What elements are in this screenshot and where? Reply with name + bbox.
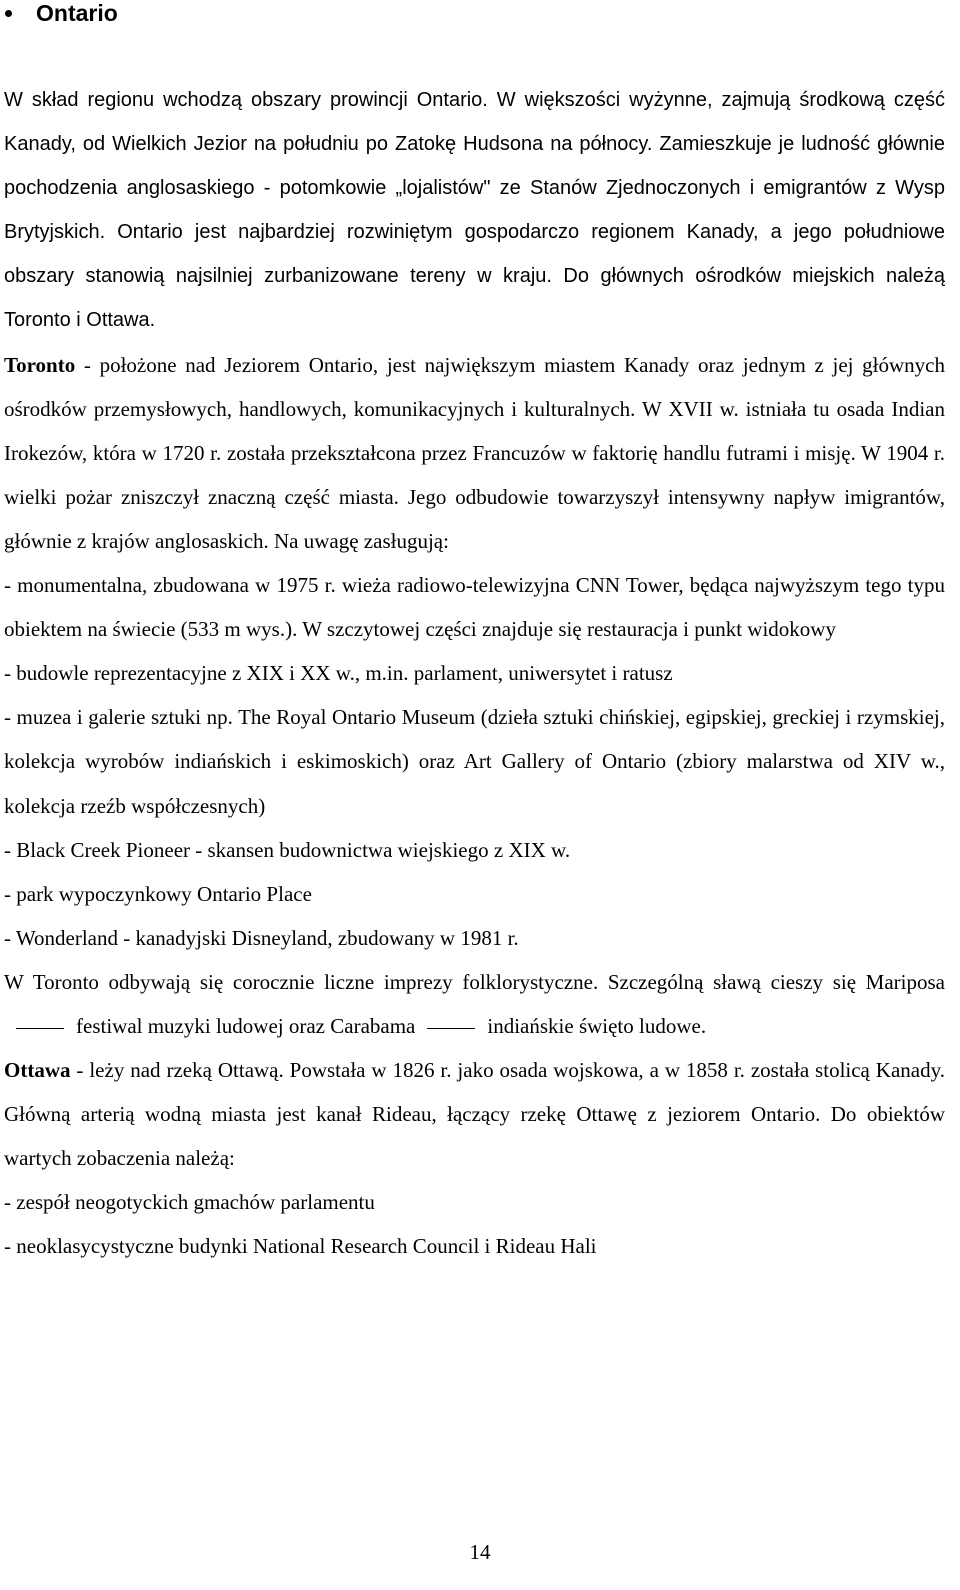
em-dash [427, 1028, 475, 1029]
section-heading [5, 0, 118, 26]
bullet-icon [5, 10, 12, 17]
toronto-item-1: - monumentalna, zbudowana w 1975 r. wieża radiowo-telewizyjna CNN Tower, będąca najwyższym tego typu obiektem na świecie (533 m wys.). W szczytowej części znajduje się restauracja i punkt widokowy [4, 573, 945, 642]
page-number: 14 [469, 1540, 491, 1564]
ottawa-name: Ottawa [4, 1058, 71, 1083]
folklore-paragraph [4, 960, 945, 1048]
toronto-text: - położone nad Jeziorem Ontario, jest największym miastem Kanady oraz jednym z jej głównych ośrodków przemysłowych, handlowych, komunikacyjnych i kulturalnych. W XVII w. istniała tu osada Indian Irokezów, która w 1720 r. została przekształcona przez Francuzów w faktorię handlu futrami i misję. W 1904 r. wielki pożar zniszczył znaczną część miasta. Jego odbudowie towarzyszył intensywny napływ imigrantów, głównie z krajów anglosaskich. Na uwagę zasługują: [4, 352, 945, 553]
toronto-item-4: - Black Creek Pioneer - skansen budownictwa wiejskiego z XIX w. [4, 837, 571, 862]
folklore-text-b: festiwal muzyki ludowej oraz Carabama [76, 1013, 416, 1038]
ottawa-item-2: - neoklasycystyczne budynki National Research Council i Rideau Hali [4, 1234, 597, 1259]
ottawa-text: - leży nad rzeką Ottawą. Powstała w 1826 r. jako osada wojskowa, a w 1858 r. została stolicą Kanady. Główną arterią wodną miasta jest kanał Rideau, łączący rzekę Ottawę z jeziorem Ontario. Do obiektów wartych zobaczenia należą: [4, 1058, 945, 1171]
toronto-item-6: - Wonderland - kanadyjski Disneyland, zbudowany w 1981 r. [4, 925, 519, 950]
document-body [4, 78, 945, 1269]
toronto-item-5: - park wypoczynkowy Ontario Place [4, 881, 312, 906]
toronto-item-3: - muzea i galerie sztuki np. The Royal Ontario Museum (dzieła sztuki chińskiej, egipskiej, greckiej i rzymskiej, kolekcja wyrobów indiańskich i eskimoskich) oraz Art Gallery of Ontario (zbiory malarstwa od XIV w., kolekcja rzeźb współczesnych) [4, 705, 945, 818]
toronto-name: Toronto [4, 352, 76, 377]
intro-paragraph: W skład regionu wchodzą obszary prowincji Ontario. W większości wyżynne, zajmują środkową część Kanady, od Wielkich Jezior na południu po Zatokę Hudsona na północy. Zamieszkuje je ludność głównie pochodzenia anglosaskiego - potomkowie „lojalistów" ze Stanów Zjednoczonych i emigrantów z Wysp Brytyjskich. Ontario jest najbardziej rozwiniętym gospodarczo regionem Kanady, a jego południowe obszary stanowią najsilniej zurbanizowane tereny w kraju. Do głównych ośrodków miejskich należą Toronto i Ottawa. [4, 89, 945, 332]
em-dash [16, 1028, 64, 1029]
folklore-text-a: W Toronto odbywają się corocznie liczne imprezy folklorystyczne. Szczególną sławą cieszy się Mariposa [4, 969, 945, 994]
toronto-item-2: - budowle reprezentacyjne z XIX i XX w., m.in. parlament, uniwersytet i ratusz [4, 661, 673, 686]
heading-text: Ontario [36, 0, 118, 26]
folklore-text-c: indiańskie święto ludowe. [487, 1013, 707, 1038]
toronto-paragraph [4, 343, 945, 563]
ottawa-paragraph [4, 1048, 945, 1180]
ottawa-item-1: - zespół neogotyckich gmachów parlamentu [4, 1190, 375, 1215]
